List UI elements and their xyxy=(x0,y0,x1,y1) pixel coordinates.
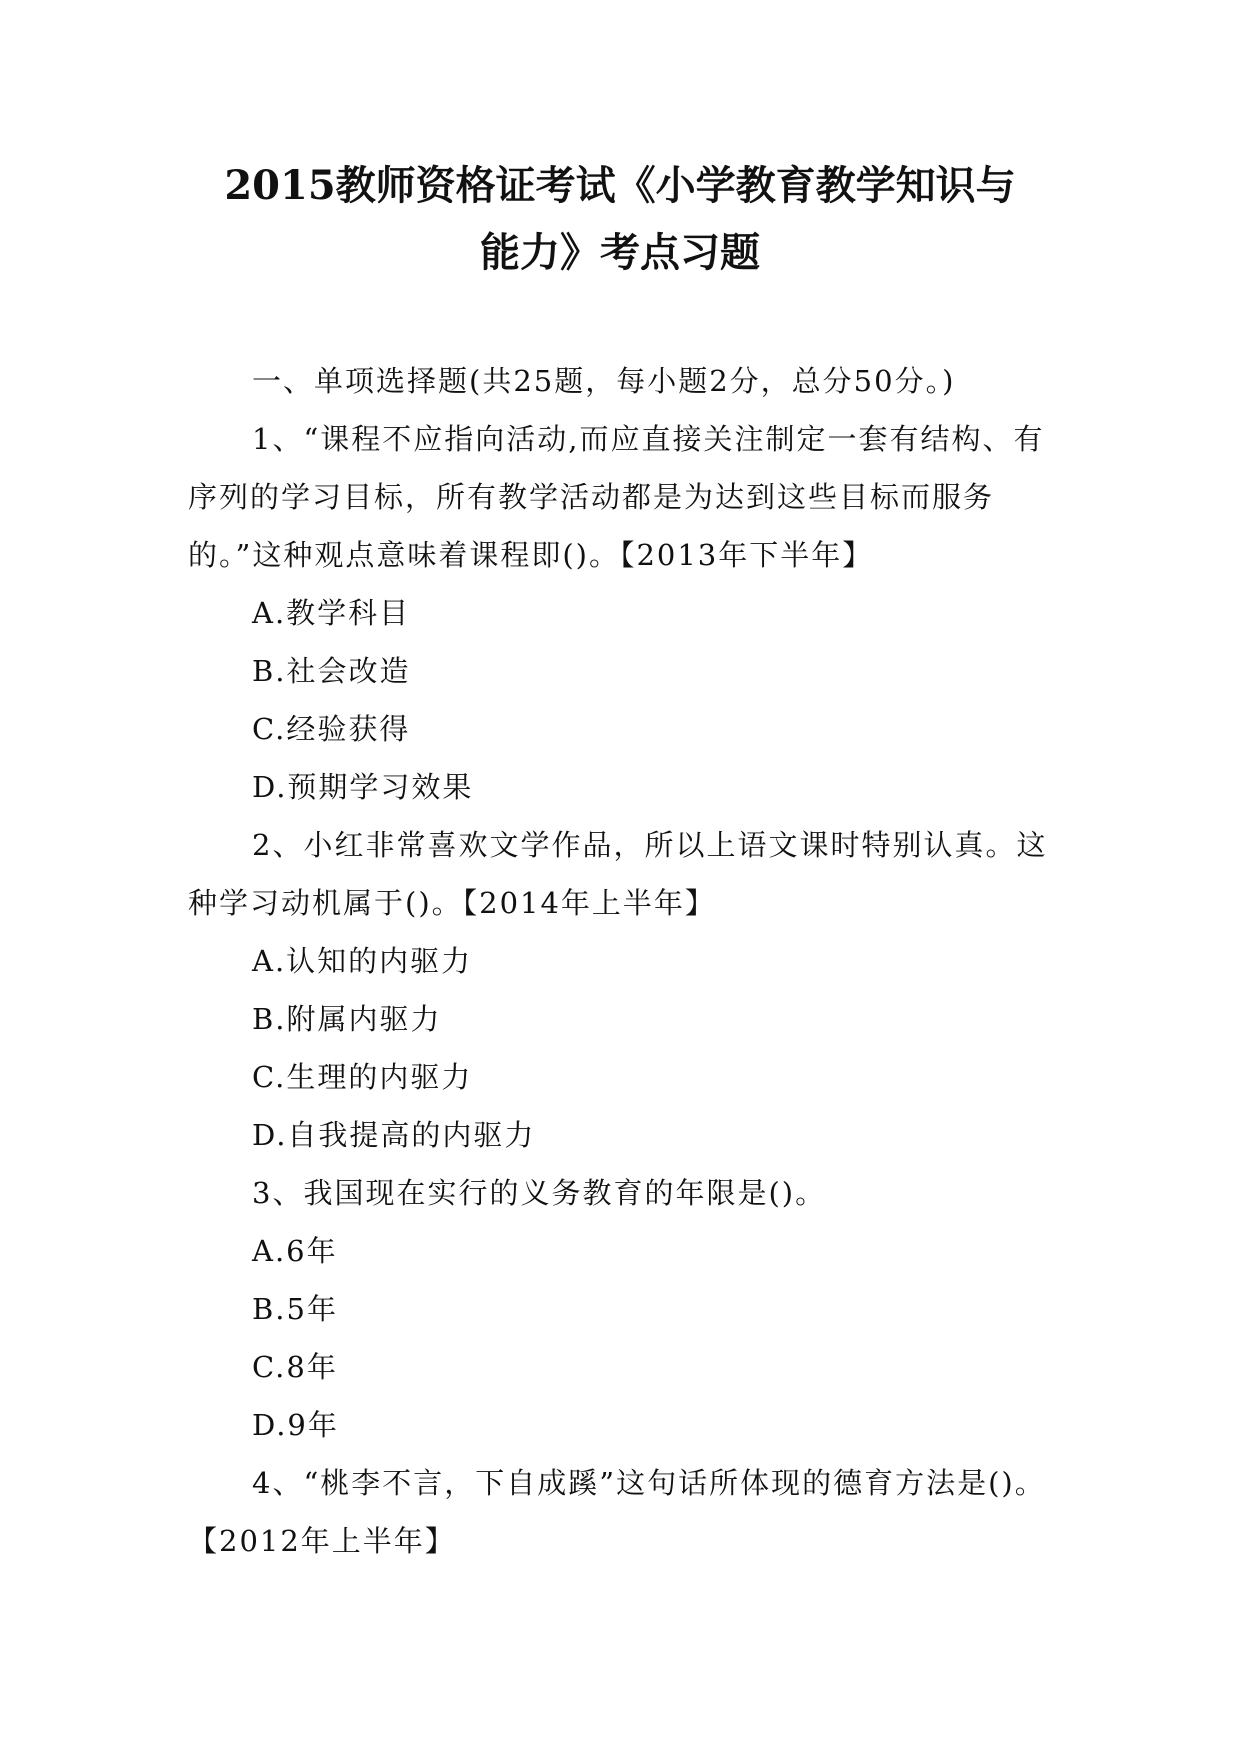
question-1-option-b: B.社会改造 xyxy=(252,654,411,688)
section-heading: 一、单项选择题(共25题，每小题2分，总分50分。) xyxy=(252,364,956,398)
question-1-option-c: C.经验获得 xyxy=(252,712,411,746)
question-1-option-a: A.教学科目 xyxy=(252,596,411,630)
title-line-1: 2015教师资格证考试《小学教育教学知识与 xyxy=(224,162,1016,209)
question-3-option-d: D.9年 xyxy=(252,1408,339,1442)
question-3-option-c: C.8年 xyxy=(252,1350,338,1384)
question-3-option-a: A.6年 xyxy=(252,1234,338,1268)
question-3-option-b: B.5年 xyxy=(252,1292,338,1326)
question-2-option-c: C.生理的内驱力 xyxy=(252,1060,473,1094)
title-line-2: 能力》考点习题 xyxy=(480,229,760,276)
question-3-stem: 3、我国现在实行的义务教育的年限是()。 xyxy=(252,1176,827,1210)
question-1-option-d: D.预期学习效果 xyxy=(252,770,474,804)
question-2-option-a: A.认知的内驱力 xyxy=(252,944,473,978)
question-2-option-b: B.附属内驱力 xyxy=(252,1002,442,1036)
question-2-stem: 2、小红非常喜欢文学作品，所以上语文课时特别认真。这种学习动机属于()。【2014年上半年】 xyxy=(188,828,1048,920)
question-4-stem: 4、“桃李不言，下自成蹊”这句话所体现的德育方法是()。【2012年上半年】 xyxy=(188,1466,1046,1558)
question-2-option-d: D.自我提高的内驱力 xyxy=(252,1118,536,1152)
question-1-stem: 1、“课程不应指向活动,而应直接关注制定一套有结构、有序列的学习目标，所有教学活动都是为达到这些目标而服务的。”这种观点意味着课程即()。【2013年下半年】 xyxy=(188,422,1045,572)
document-title xyxy=(150,152,1090,286)
document-body xyxy=(188,352,1058,1570)
